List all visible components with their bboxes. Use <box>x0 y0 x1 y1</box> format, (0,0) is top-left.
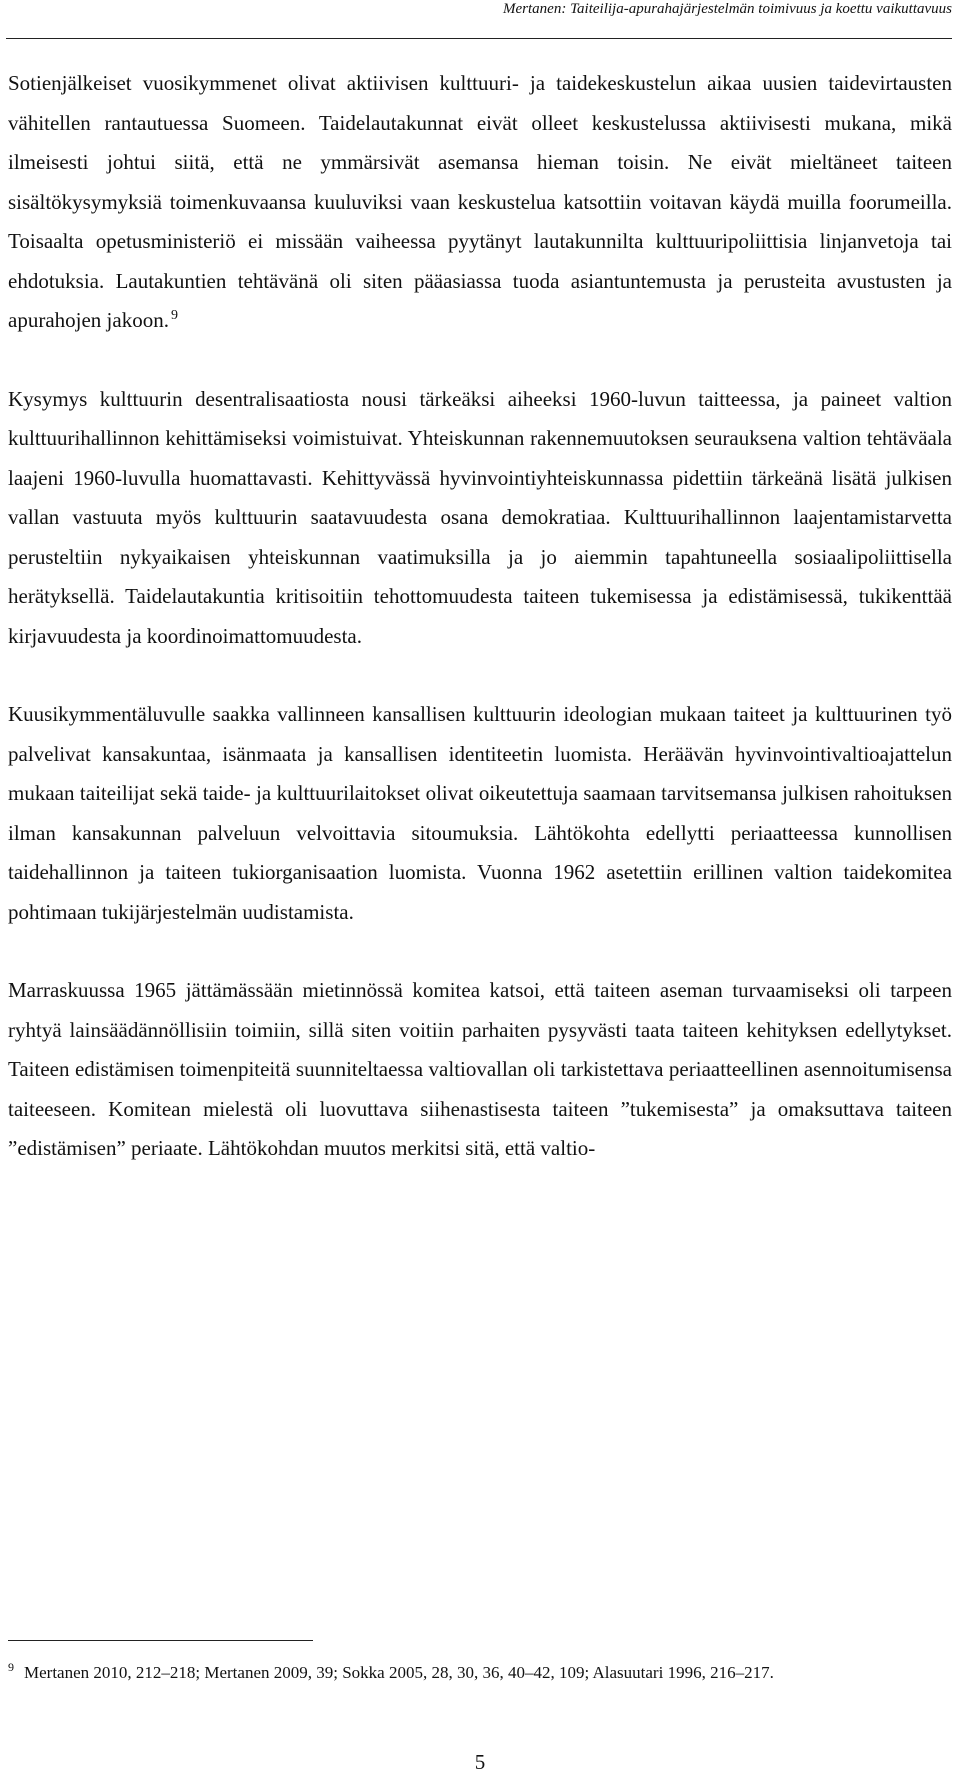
footnote-number: 9 <box>8 1660 14 1675</box>
footnote-rule <box>8 1640 313 1641</box>
paragraph-2 <box>8 380 952 657</box>
footnote-text: Mertanen 2010, 212–218; Mertanen 2009, 39; Sokka 2005, 28, 30, 36, 40–42, 109; Alasuutari 1996, 216–217. <box>24 1663 774 1682</box>
page-number: 5 <box>474 1750 486 1774</box>
footnote <box>8 1662 952 1684</box>
paragraph-3 <box>8 695 952 932</box>
paragraph-1 <box>8 64 952 341</box>
header-rule <box>6 38 952 39</box>
running-header: Mertanen: Taiteilija-apurahajärjestelmän toimivuus ja koettu vaikuttavuus <box>503 1 952 17</box>
paragraph-4-text: Marraskuussa 1965 jättämässään mietinnössä komitea katsoi, että taiteen aseman turvaamiseksi oli tarpeen ryhtyä lainsäädännöllisiin toimiin, sillä siten voitiin parhaiten pysyvästi taata taiteen kehityksen edellytykset. Taiteen edistämisen toimenpiteitä suunniteltaessa valtiovallan oli tarkistettava periaatteellinen asennoitumisensa taiteeseen. Komitean mielestä oli luovuttava siihenastisesta taiteen ”tukemisesta” ja omaksuttava taiteen ”edistämisen” periaate. Lähtökohdan muutos merkitsi sitä, että valtio- <box>8 978 952 1160</box>
paragraph-4 <box>8 971 952 1169</box>
paragraph-3-text: Kuusikymmentäluvulle saakka vallinneen kansallisen kulttuurin ideologian mukaan taiteet ja kulttuurinen työ palvelivat kansakuntaa, isänmaata ja kansallisen identiteetin luomista. Heräävän hyvinvointivaltioajattelun mukaan taiteilijat sekä taide- ja kulttuurilaitokset olivat oikeutettuja saamaan tarvitsemansa julkisen rahoituksen ilman kansakunnan palveluun velvoittavia sitoumuksia. Lähtökohta edellytti periaatteessa kunnollisen taidehallinnon ja taiteen tukiorganisaation luomista. Vuonna 1962 asetettiin erillinen valtion taidekomitea pohtimaan tukijärjestelmän uudistamista. <box>8 702 952 924</box>
footnote-reference[interactable]: 9 <box>170 308 178 323</box>
body-text <box>8 64 952 1169</box>
paragraph-1-text: Sotienjälkeiset vuosikymmenet olivat aktiivisen kulttuuri- ja taidekeskustelun aikaa uusien taidevirtausten vähitellen rantautuessa Suomeen. Taidelautakunnat eivät olleet keskustelussa aktiivisesti mukana, mikä ilmeisesti johtui siitä, että ne ymmärsivät asemansa hieman toisin. Ne eivät mieltäneet taiteen sisältökysymyksiä toimenkuvaansa kuuluviksi vaan keskustelua katsottiin voitavan käydä muilla foorumeilla. Toisaalta opetusministeriö ei missään vaiheessa pyytänyt lautakunnilta kulttuuripoliittisia linjanvetoja tai ehdotuksia. Lautakuntien tehtävänä oli siten pääasiassa tuoda asiantuntemusta ja perusteita avustusten ja apurahojen jakoon. <box>8 71 952 332</box>
paragraph-2-text: Kysymys kulttuurin desentralisaatiosta nousi tärkeäksi aiheeksi 1960-luvun taitteessa, ja paineet valtion kulttuurihallinnon kehittämiseksi voimistuivat. Yhteiskunnan rakennemuutoksen seurauksena valtion tehtäväala laajeni 1960-luvulla huomattavasti. Kehittyvässä hyvinvointiyhteiskunnassa pidettiin tärkeänä lisätä julkisen vallan vastuuta myös kulttuurin saatavuudesta osana demokratiaa. Kulttuurihallinnon laajentamistarvetta perusteltiin nykyaikaisen yhteiskunnan vaatimuksilla ja jo aiemmin tapahtuneella sosiaalipoliittisella herätyksellä. Taidelautakuntia kritisoitiin tehottomuudesta taiteen tukemisessa ja edistämisessä, tukikenttää kirjavuudesta ja koordinoimattomuudesta. <box>8 386 952 648</box>
